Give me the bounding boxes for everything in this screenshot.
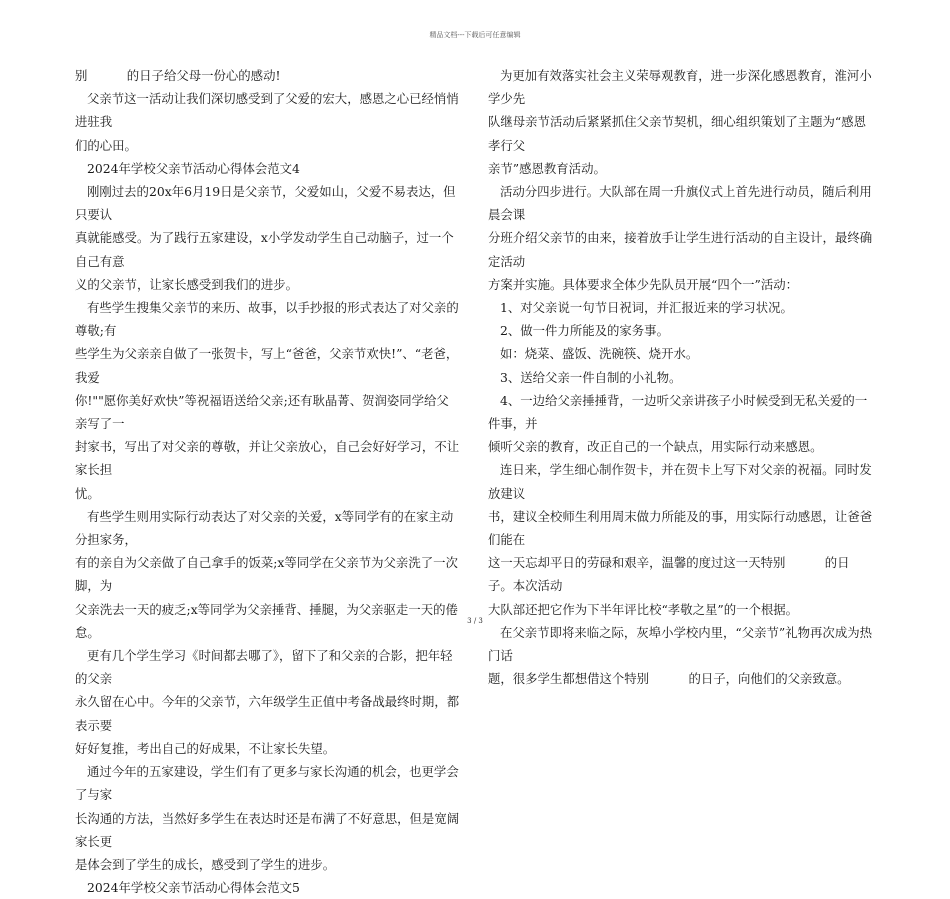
- text-line: 刚刚过去的20x年6月19日是父亲节，父爱如山，父爱不易表达，但只要认: [75, 184, 456, 223]
- text-line: 倾听父亲的教育，改正自己的一个缺点，用实际行动来感恩。: [488, 439, 823, 455]
- text-line: 2、做一件力所能及的家务事。: [500, 323, 669, 339]
- text-line: 如：烧菜、盛饭、洗碗筷、烧开水。: [500, 346, 699, 362]
- text-line: 父亲节这一活动让我们深切感受到了父爱的宏大，感恩之心已经悄悄进驻我: [75, 91, 459, 130]
- text-line: 永久留在心中。今年的父亲节，六年级学生正值中考备战最终时期，都表示要: [75, 694, 460, 733]
- text-line: 真就能感受。为了践行五家建设，x小学发动学生自己动脑子，过一个自己有意: [75, 230, 454, 269]
- text-line: 大队部还把它作为下半年评比校“孝敬之星”的一个根据。: [488, 601, 799, 617]
- text-line: 分班介绍父亲节的由来，接着放手让学生进行活动的自主设计，最终确定活动: [488, 230, 873, 269]
- page-number: 3 / 3: [467, 617, 483, 625]
- text-line: 好好复推，考出自己的好成果，不让家长失望。: [75, 740, 336, 756]
- text-line: 为更加有效落实社会主义荣辱观教育，进一步深化感恩教育，淮河小学少先: [488, 68, 872, 107]
- right-column: [488, 64, 873, 690]
- text-line: 义的父亲节，让家长感受到我们的进步。: [75, 276, 299, 292]
- text-line: 是体会到了学生的成长，感受到了学生的进步。: [75, 856, 336, 872]
- text-line: 通过今年的五家建设，学生们有了更多与家长沟通的机会，也更学会了与家: [75, 764, 459, 803]
- text-line: 活动分四步进行。大队部在周一升旗仪式上首先进行动员，随后利用晨会课: [488, 184, 872, 223]
- text-line: 别 的日子给父母一份心的感动!: [75, 68, 281, 83]
- left-column: [75, 64, 460, 899]
- text-line: 连日来，学生细心制作贺卡，并在贺卡上写下对父亲的祝福。同时发放建议: [488, 462, 872, 501]
- text-line: 2024年学校父亲节活动心得体会范文5: [87, 880, 300, 896]
- text-line: 你!""愿你美好欢快”等祝福语送给父亲;还有耿晶菁、贺润姿同学给父亲写了一: [75, 392, 449, 432]
- text-line: 队继母亲节活动后紧紧抓住父亲节契机，细心组织策划了主题为“感恩孝行父: [488, 114, 867, 153]
- text-line: 父亲洗去一天的疲乏;x等同学为父亲捶背、捶腿，为父亲驱走一天的倦怠。: [75, 601, 458, 640]
- text-line: 有些学生则用实际行动表达了对父亲的关爱，x等同学有的在家主动分担家务，: [75, 508, 454, 548]
- text-line: 长沟通的方法，当然好多学生在表达时还是布满了不好意思，但是宽阔家长更: [75, 810, 460, 849]
- text-line: 封家书，写出了对父亲的尊敬，并让父亲放心，自己会好好学习，不让家长担: [75, 439, 460, 478]
- text-line: 2024年学校父亲节活动心得体会范文4: [87, 160, 300, 176]
- text-line: 4、一边给父亲捶捶背，一边听父亲讲孩子小时候受到无私关爱的一件事，并: [488, 392, 868, 432]
- text-line: 有些学生搜集父亲节的来历、故事，以手抄报的形式表达了对父亲的尊敬;有: [75, 300, 459, 339]
- text-line: 3、送给父亲一件自制的小礼物。: [500, 369, 682, 385]
- text-line: 有的亲自为父亲做了自己拿手的饭菜;x等同学在父亲节为父亲洗了一次脚，为: [75, 555, 458, 594]
- text-line: 在父亲节即将来临之际，灰埠小学校内里，“父亲节”礼物再次成为热门话: [488, 624, 872, 664]
- text-line: 题，很多学生都想借这个特别 的日子，向他们的父亲致意。: [488, 671, 850, 687]
- text-line: 书，建议全校师生利用周末做力所能及的事，用实际行动感恩，让爸爸们能在: [488, 508, 873, 548]
- text-line: 忧。: [75, 485, 100, 501]
- text-line: 亲节”感恩教育活动。: [488, 160, 606, 176]
- text-line: 更有几个学生学习《时间都去哪了》，留下了和父亲的合影，把年轻的父亲: [75, 648, 453, 687]
- text-line: 些学生为父亲亲自做了一张贺卡，写上“爸爸，父亲节欢快!”、“老爸，我爱: [75, 346, 459, 385]
- text-line: 方案并实施。具体要求全体少先队员开展“四个一”活动：: [488, 276, 799, 292]
- page-header: 精品文档---下载后可任意编辑: [429, 31, 521, 39]
- text-line: 们的心田。: [75, 137, 137, 153]
- text-line: 1、对父亲说一句节日祝词，并汇报近来的学习状况。: [500, 300, 793, 316]
- text-line: 这一天忘却平日的劳碌和艰辛，温馨的度过这一天特别 的日子。本次活动: [488, 555, 850, 594]
